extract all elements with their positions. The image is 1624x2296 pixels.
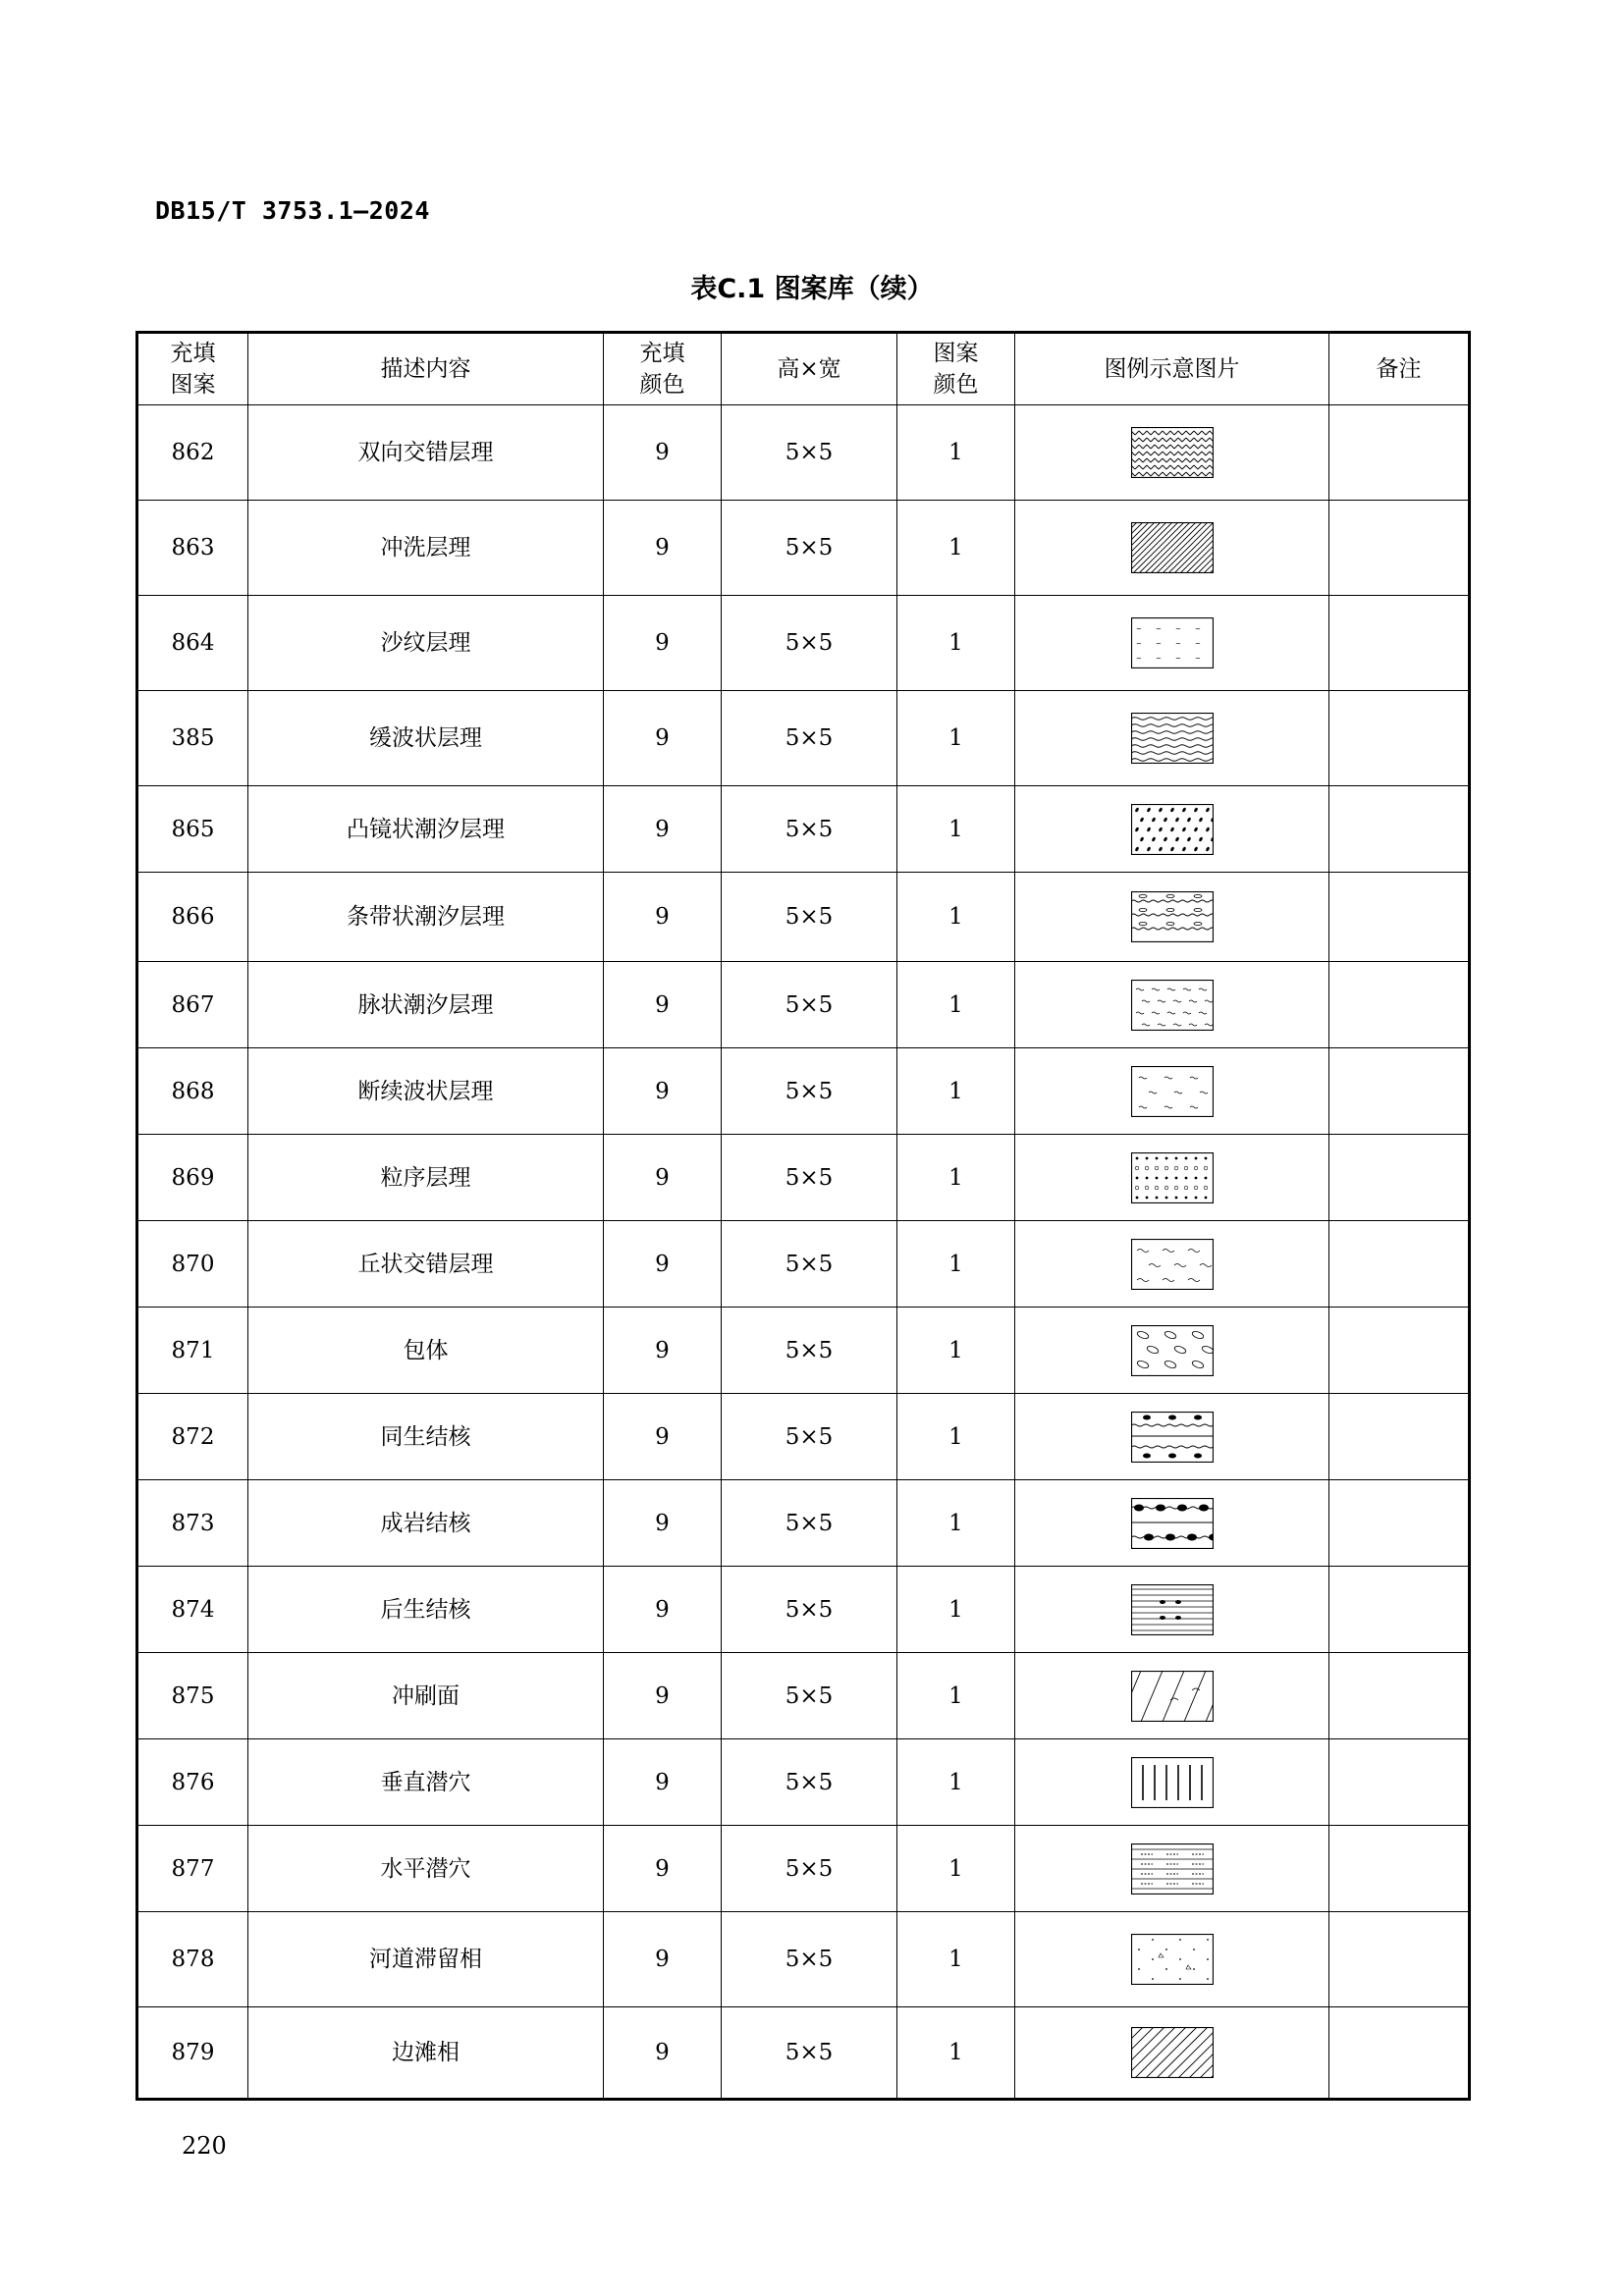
description-cell: 后生结核: [248, 1567, 604, 1653]
epigenetic-nodule-pattern-icon: [1015, 1584, 1328, 1635]
legend-image-cell: [1015, 1048, 1329, 1135]
point-bar-pattern-icon: [1015, 2027, 1328, 2078]
column-header-description: [248, 333, 604, 405]
fill-pattern-id-cell: 866: [137, 873, 248, 962]
fill-pattern-id-cell: 879: [137, 2007, 248, 2100]
pattern-color-cell: 1: [897, 1135, 1015, 1221]
note-cell: [1329, 873, 1470, 962]
description-cell: 双向交错层理: [248, 405, 604, 501]
table-row: [137, 405, 1470, 501]
pattern-color-cell: 1: [897, 1567, 1015, 1653]
size-cell: 5×5: [722, 405, 897, 501]
fill-pattern-id-cell: 865: [137, 786, 248, 873]
fill-color-cell: 9: [604, 962, 722, 1048]
table-row: [137, 786, 1470, 873]
wavy-lines-pattern-icon: [1015, 713, 1328, 764]
pattern-color-cell: 1: [897, 962, 1015, 1048]
size-cell: 5×5: [722, 1308, 897, 1394]
pattern-color-cell: 1: [897, 1739, 1015, 1826]
column-header-label: 备注: [1376, 356, 1422, 382]
inclusion-pattern-icon: [1015, 1325, 1328, 1376]
legend-image-cell: [1015, 962, 1329, 1048]
fill-color-cell: 9: [604, 1480, 722, 1567]
size-cell: 5×5: [722, 1739, 897, 1826]
legend-image-cell: [1015, 596, 1329, 691]
fill-pattern-id-cell: 878: [137, 1912, 248, 2007]
column-header-label: 高×宽: [777, 356, 841, 382]
table-row: [137, 1912, 1470, 2007]
fill-pattern-id-cell: 864: [137, 596, 248, 691]
note-cell: [1329, 962, 1470, 1048]
legend-image-cell: [1015, 691, 1329, 786]
fill-color-cell: 9: [604, 1826, 722, 1912]
sand-ripple-pattern-icon: [1015, 617, 1328, 668]
pattern-color-cell: 1: [897, 1394, 1015, 1480]
fill-color-cell: 9: [604, 1567, 722, 1653]
pattern-color-cell: 1: [897, 1221, 1015, 1308]
pattern-color-cell: 1: [897, 1308, 1015, 1394]
note-cell: [1329, 2007, 1470, 2100]
table-row: [137, 501, 1470, 596]
size-cell: 5×5: [722, 1048, 897, 1135]
size-cell: 5×5: [722, 1826, 897, 1912]
fill-color-cell: 9: [604, 873, 722, 962]
fill-color-cell: 9: [604, 1135, 722, 1221]
fill-pattern-id-cell: 874: [137, 1567, 248, 1653]
note-cell: [1329, 1567, 1470, 1653]
column-header-note: [1329, 333, 1470, 405]
pattern-color-cell: 1: [897, 691, 1015, 786]
fill-color-cell: 9: [604, 1308, 722, 1394]
table-header-row: [137, 333, 1470, 405]
size-cell: 5×5: [722, 1912, 897, 2007]
description-cell: 成岩结核: [248, 1480, 604, 1567]
column-header-label: 图案 颜色: [933, 341, 979, 398]
description-cell: 条带状潮汐层理: [248, 873, 604, 962]
note-cell: [1329, 1739, 1470, 1826]
fill-pattern-id-cell: 868: [137, 1048, 248, 1135]
table-row: [137, 596, 1470, 691]
pattern-color-cell: 1: [897, 786, 1015, 873]
note-cell: [1329, 1826, 1470, 1912]
fill-pattern-id-cell: 872: [137, 1394, 248, 1480]
legend-image-cell: [1015, 1394, 1329, 1480]
size-cell: 5×5: [722, 1135, 897, 1221]
description-cell: 水平潜穴: [248, 1826, 604, 1912]
vertical-burrow-pattern-icon: [1015, 1757, 1328, 1808]
table-row: [137, 1308, 1470, 1394]
svg-text:~: ~: [1135, 625, 1142, 633]
note-cell: [1329, 405, 1470, 501]
fill-color-cell: 9: [604, 1653, 722, 1739]
svg-text:~: ~: [1174, 640, 1181, 648]
size-cell: 5×5: [722, 691, 897, 786]
legend-image-cell: [1015, 1567, 1329, 1653]
svg-text:~: ~: [1135, 640, 1142, 648]
scour-surface-pattern-icon: [1015, 1671, 1328, 1722]
table-row: [137, 1048, 1470, 1135]
size-cell: 5×5: [722, 596, 897, 691]
table-row: [137, 1826, 1470, 1912]
table-row: [137, 1739, 1470, 1826]
legend-image-cell: [1015, 1221, 1329, 1308]
legend-image-cell: [1015, 1135, 1329, 1221]
pattern-color-cell: 1: [897, 596, 1015, 691]
note-cell: [1329, 1221, 1470, 1308]
channel-lag-pattern-icon: [1015, 1934, 1328, 1985]
fill-pattern-id-cell: 869: [137, 1135, 248, 1221]
banded-tidal-pattern-icon: [1015, 891, 1328, 942]
fill-pattern-id-cell: 867: [137, 962, 248, 1048]
pattern-color-cell: 1: [897, 501, 1015, 596]
description-cell: 沙纹层理: [248, 596, 604, 691]
size-cell: 5×5: [722, 501, 897, 596]
fill-color-cell: 9: [604, 1048, 722, 1135]
column-header-label: 充填 图案: [170, 341, 216, 398]
legend-image-cell: [1015, 1480, 1329, 1567]
legend-image-cell: [1015, 405, 1329, 501]
column-header-fill-color: [604, 333, 722, 405]
herringbone-pattern-icon: [1015, 427, 1328, 478]
document-code: DB15/T 3753.1—2024: [155, 196, 430, 225]
table-row: [137, 1135, 1470, 1221]
svg-text:~: ~: [1155, 625, 1162, 633]
fill-pattern-id-cell: 876: [137, 1739, 248, 1826]
svg-text:~: ~: [1194, 640, 1201, 648]
svg-text:~: ~: [1155, 640, 1162, 648]
fill-color-cell: 9: [604, 1912, 722, 2007]
legend-image-cell: [1015, 786, 1329, 873]
svg-text:~: ~: [1194, 625, 1201, 633]
fill-color-cell: 9: [604, 691, 722, 786]
pattern-color-cell: 1: [897, 405, 1015, 501]
description-cell: 凸镜状潮汐层理: [248, 786, 604, 873]
size-cell: 5×5: [722, 786, 897, 873]
description-cell: 脉状潮汐层理: [248, 962, 604, 1048]
note-cell: [1329, 691, 1470, 786]
syngenetic-nodule-pattern-icon: [1015, 1412, 1328, 1463]
legend-image-cell: [1015, 2007, 1329, 2100]
pattern-library-table: [135, 331, 1471, 2101]
horizontal-burrow-pattern-icon: [1015, 1843, 1328, 1895]
size-cell: 5×5: [722, 2007, 897, 2100]
pattern-color-cell: 1: [897, 1653, 1015, 1739]
table-row: [137, 1653, 1470, 1739]
column-header-label: 图例示意图片: [1104, 356, 1240, 382]
table-row: [137, 1480, 1470, 1567]
pattern-color-cell: 1: [897, 2007, 1015, 2100]
description-cell: 边滩相: [248, 2007, 604, 2100]
diagenetic-nodule-pattern-icon: [1015, 1498, 1328, 1549]
note-cell: [1329, 1480, 1470, 1567]
fill-pattern-id-cell: 385: [137, 691, 248, 786]
table-row: [137, 2007, 1470, 2100]
discontinuous-wave-pattern-icon: [1015, 1066, 1328, 1117]
column-header-fill-pattern: [137, 333, 248, 405]
svg-text:~: ~: [1174, 625, 1181, 633]
size-cell: 5×5: [722, 1480, 897, 1567]
legend-image-cell: [1015, 1653, 1329, 1739]
fill-pattern-id-cell: 862: [137, 405, 248, 501]
crossed-hatch-pattern-icon: [1015, 522, 1328, 573]
table-row: [137, 691, 1470, 786]
fill-color-cell: 9: [604, 405, 722, 501]
legend-image-cell: [1015, 1912, 1329, 2007]
note-cell: [1329, 1653, 1470, 1739]
size-cell: 5×5: [722, 962, 897, 1048]
fill-pattern-id-cell: 871: [137, 1308, 248, 1394]
fill-color-cell: 9: [604, 2007, 722, 2100]
fill-color-cell: 9: [604, 596, 722, 691]
note-cell: [1329, 1135, 1470, 1221]
size-cell: 5×5: [722, 1567, 897, 1653]
note-cell: [1329, 1912, 1470, 2007]
pattern-color-cell: 1: [897, 1826, 1015, 1912]
fill-color-cell: 9: [604, 786, 722, 873]
column-header-label: 充填 颜色: [639, 341, 685, 398]
table-row: [137, 1567, 1470, 1653]
table-title: 表C.1 图案库（续）: [690, 274, 934, 304]
size-cell: 5×5: [722, 873, 897, 962]
legend-image-cell: [1015, 1826, 1329, 1912]
fill-color-cell: 9: [604, 1394, 722, 1480]
column-header-legend-image: [1015, 333, 1329, 405]
description-cell: 冲刷面: [248, 1653, 604, 1739]
legend-image-cell: [1015, 1308, 1329, 1394]
fill-pattern-id-cell: 873: [137, 1480, 248, 1567]
table-row: [137, 962, 1470, 1048]
description-cell: 丘状交错层理: [248, 1221, 604, 1308]
fill-pattern-id-cell: 863: [137, 501, 248, 596]
size-cell: 5×5: [722, 1394, 897, 1480]
pattern-color-cell: 1: [897, 1480, 1015, 1567]
page-number: 220: [182, 2132, 227, 2160]
note-cell: [1329, 596, 1470, 691]
flaser-tidal-pattern-icon: [1015, 980, 1328, 1031]
graded-dots-pattern-icon: [1015, 1152, 1328, 1203]
column-header-label: 描述内容: [380, 356, 471, 382]
description-cell: 同生结核: [248, 1394, 604, 1480]
svg-text:~: ~: [1155, 655, 1162, 663]
fill-color-cell: 9: [604, 501, 722, 596]
description-cell: 垂直潜穴: [248, 1739, 604, 1826]
note-cell: [1329, 1308, 1470, 1394]
table-row: [137, 1221, 1470, 1308]
note-cell: [1329, 1394, 1470, 1480]
pattern-color-cell: 1: [897, 1048, 1015, 1135]
fill-pattern-id-cell: 870: [137, 1221, 248, 1308]
column-header-size: [722, 333, 897, 405]
size-cell: 5×5: [722, 1653, 897, 1739]
description-cell: 缓波状层理: [248, 691, 604, 786]
size-cell: 5×5: [722, 1221, 897, 1308]
legend-image-cell: [1015, 1739, 1329, 1826]
description-cell: 河道滞留相: [248, 1912, 604, 2007]
pattern-color-cell: 1: [897, 1912, 1015, 2007]
legend-image-cell: [1015, 501, 1329, 596]
table-row: [137, 1394, 1470, 1480]
description-cell: 断续波状层理: [248, 1048, 604, 1135]
fill-color-cell: 9: [604, 1221, 722, 1308]
column-header-pattern-color: [897, 333, 1015, 405]
description-cell: 冲洗层理: [248, 501, 604, 596]
table-row: [137, 873, 1470, 962]
fill-pattern-id-cell: 877: [137, 1826, 248, 1912]
note-cell: [1329, 1048, 1470, 1135]
note-cell: [1329, 501, 1470, 596]
pattern-color-cell: 1: [897, 873, 1015, 962]
description-cell: 包体: [248, 1308, 604, 1394]
svg-text:~: ~: [1194, 655, 1201, 663]
svg-text:~: ~: [1174, 655, 1181, 663]
note-cell: [1329, 786, 1470, 873]
legend-image-cell: [1015, 873, 1329, 962]
hummocky-pattern-icon: [1015, 1239, 1328, 1290]
lenticular-dots-pattern-icon: [1015, 804, 1328, 855]
description-cell: 粒序层理: [248, 1135, 604, 1221]
fill-color-cell: 9: [604, 1739, 722, 1826]
fill-pattern-id-cell: 875: [137, 1653, 248, 1739]
svg-text:~: ~: [1135, 655, 1142, 663]
